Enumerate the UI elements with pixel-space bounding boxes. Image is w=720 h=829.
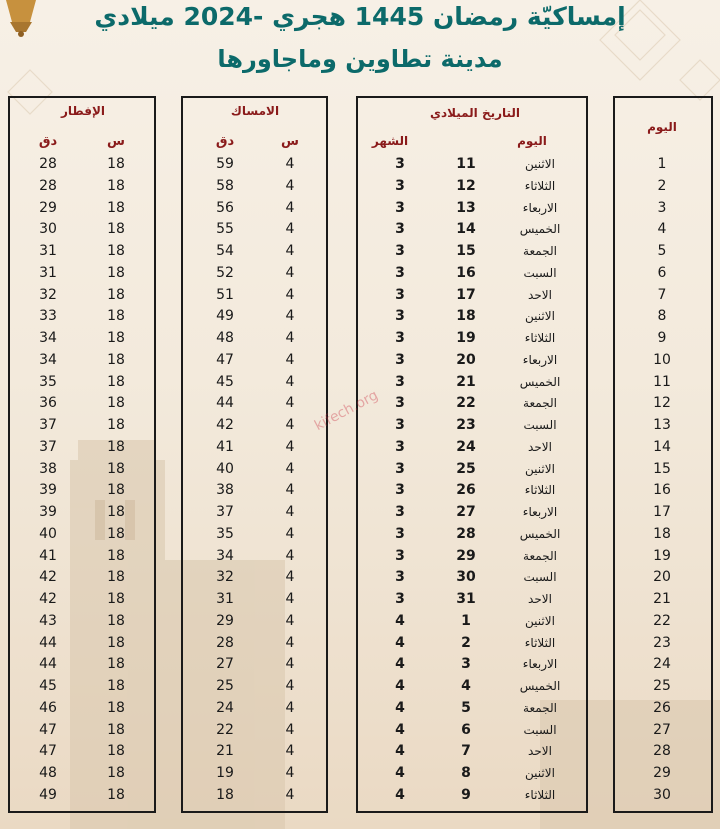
iftar-minute: 39 (39, 482, 57, 499)
imsak-hour: 4 (285, 699, 295, 716)
weekday: الاحد (528, 439, 552, 454)
iftar-hour: 18 (107, 460, 125, 477)
date-month: 4 (395, 678, 405, 694)
iftar-minute: 47 (39, 721, 57, 738)
ramadan-day: 26 (653, 699, 671, 716)
ramadan-day-header: اليوم (647, 120, 677, 134)
weekday: الثلاثاء (524, 331, 556, 345)
ramadan-day: 4 (657, 221, 667, 238)
date-month: 4 (395, 656, 405, 673)
date-month: 3 (395, 221, 405, 238)
date-day: 11 (456, 156, 476, 172)
iftar-hour: 18 (107, 786, 125, 803)
weekday: الجمعة (523, 396, 557, 411)
iftar-minute: 37 (39, 417, 57, 433)
date-day: 1 (461, 612, 471, 629)
imsak-hour: 4 (285, 656, 295, 673)
date-month: 3 (395, 591, 405, 607)
ramadan-day: 5 (657, 243, 667, 259)
iftar-minute: 31 (39, 264, 57, 281)
watermark: kifech.org (312, 387, 381, 435)
date-day: 5 (461, 699, 471, 716)
ramadan-day: 3 (657, 199, 667, 216)
date-month: 3 (395, 330, 405, 346)
iftar-hour: 18 (107, 699, 125, 716)
imsak-minute: 47 (216, 351, 234, 368)
weekday: الاربعاء (522, 200, 558, 215)
imsak-hour: 4 (285, 547, 295, 564)
imsak-minute: 21 (216, 743, 234, 760)
date-month: 3 (395, 547, 405, 564)
date-month: 3 (395, 308, 405, 325)
ramadan-day: 7 (657, 286, 667, 303)
imsak-minute: 45 (216, 373, 234, 390)
imsak-minute: 29 (216, 612, 234, 629)
imsak-minute: 32 (216, 569, 234, 586)
ramadan-day: 17 (653, 504, 671, 520)
iftar-minute: 31 (39, 243, 57, 259)
ramadan-day: 29 (653, 765, 671, 781)
ramadan-day: 24 (653, 656, 671, 673)
imsak-hour: 4 (285, 373, 295, 390)
imsak-hour: 4 (285, 264, 295, 281)
imsak-minute: 52 (216, 264, 234, 281)
iftar-hour: 18 (107, 330, 125, 346)
date-month: 3 (395, 482, 405, 499)
imsak-hour: 4 (285, 678, 295, 694)
date-day: 26 (456, 482, 476, 499)
imsak-hour: 4 (285, 721, 295, 738)
iftar-hour: 18 (107, 286, 125, 303)
weekday: الاربعاء (522, 657, 558, 672)
iftar-hour: 18 (107, 199, 125, 216)
date-day: 20 (456, 351, 476, 368)
imsak-hour: 4 (285, 482, 295, 499)
weekday: الاثنين (525, 309, 555, 324)
imsak-minute: 18 (216, 786, 234, 803)
imsak-hour: 4 (285, 525, 295, 542)
iftar-hour: 18 (107, 743, 125, 760)
date-month: 4 (395, 612, 405, 629)
date-day: 9 (461, 786, 471, 803)
iftar-minute: 49 (39, 786, 57, 803)
iftar-hour: 18 (107, 177, 125, 194)
iftar-hour: 18 (107, 417, 125, 433)
weekday: الخميس (519, 679, 561, 693)
date-day: 2 (461, 634, 471, 651)
imsak-hour: 4 (285, 351, 295, 368)
iftar-hour: 18 (107, 438, 125, 455)
weekday: الجمعة (523, 548, 557, 563)
imsak-minute: 42 (216, 417, 234, 433)
ramadan-day: 1 (657, 156, 667, 172)
ramadan-day: 15 (653, 460, 671, 477)
imsak-hour: 4 (285, 308, 295, 325)
imsak-hour: 4 (285, 330, 295, 346)
date-month: 3 (395, 395, 405, 412)
weekday: السبت (523, 722, 557, 737)
date-month: 3 (395, 569, 405, 586)
date-day: 17 (456, 286, 476, 303)
date-month: 3 (395, 417, 405, 433)
weekday: الخميس (519, 526, 561, 541)
ramadan-day: 16 (653, 482, 671, 499)
weekday: الجمعة (523, 244, 557, 258)
date-day: 30 (456, 569, 476, 586)
date-day: 12 (456, 177, 476, 194)
iftar-minute: 47 (39, 743, 57, 760)
iftar-hour: 18 (107, 504, 125, 520)
imsak-minute: 38 (216, 482, 234, 499)
date-month: 4 (395, 765, 405, 781)
ramadan-day: 6 (657, 264, 667, 281)
iftar-hour: 18 (107, 721, 125, 738)
ramadan-day: 2 (657, 177, 667, 194)
imsak-hour: 4 (285, 460, 295, 477)
imsak-hour: 4 (285, 591, 295, 607)
weekday: الجمعة (523, 700, 557, 715)
ramadan-day: 20 (653, 569, 671, 586)
iftar-minute: 37 (39, 438, 57, 455)
iftar-minute-header: دق (38, 134, 58, 149)
imsak-column-box (181, 96, 328, 813)
imsak-minute: 51 (216, 286, 234, 303)
date-month: 3 (395, 177, 405, 194)
iftar-minute: 45 (39, 678, 57, 694)
page-title: إمساكيّة رمضان 1445 هجري -2024 ميلادي (94, 2, 626, 31)
weekday: الاثنين (525, 613, 555, 628)
ramadan-day: 11 (653, 373, 671, 390)
date-day: 29 (456, 547, 476, 564)
date-month: 4 (395, 786, 405, 803)
iftar-minute: 44 (39, 634, 57, 651)
weekday: السبت (523, 570, 557, 585)
date-month: 4 (395, 634, 405, 651)
date-month: 4 (395, 721, 405, 738)
weekday: الاربعاء (522, 352, 558, 367)
date-month: 3 (395, 525, 405, 542)
date-month: 3 (395, 504, 405, 520)
date-day: 31 (456, 591, 476, 607)
ramadan-day: 30 (653, 786, 671, 803)
weekday: الاثنين (525, 766, 555, 780)
weekday: الاحد (528, 744, 552, 759)
iftar-hour: 18 (107, 482, 125, 499)
weekday: السبت (523, 265, 557, 280)
date-day: 28 (456, 525, 476, 542)
ramadan-day: 27 (653, 721, 671, 738)
iftar-hour: 18 (107, 308, 125, 325)
iftar-minute: 42 (39, 569, 57, 586)
iftar-minute: 34 (39, 330, 57, 346)
iftar-column-box (8, 96, 156, 813)
date-month: 3 (395, 156, 405, 172)
date-day: 7 (461, 743, 471, 760)
iftar-hour: 18 (107, 656, 125, 673)
imsak-minute: 19 (216, 765, 234, 781)
imsak-hour: 4 (285, 286, 295, 303)
imsak-minute: 55 (216, 221, 234, 238)
date-day: 3 (461, 656, 471, 673)
iftar-hour: 18 (107, 395, 125, 412)
iftar-minute: 29 (39, 199, 57, 216)
iftar-minute: 41 (39, 547, 57, 564)
imsak-minute: 37 (216, 504, 234, 520)
ramadan-day: 10 (653, 351, 671, 368)
imsak-minute: 44 (216, 395, 234, 412)
imsak-minute: 35 (216, 525, 234, 542)
date-day: 24 (456, 438, 476, 455)
imsak-minute: 24 (216, 699, 234, 716)
imsak-minute: 31 (216, 591, 234, 607)
imsak-hour: 4 (285, 417, 295, 433)
iftar-minute: 38 (39, 460, 57, 477)
imsak-minute: 34 (216, 547, 234, 564)
imsak-minute: 22 (216, 721, 234, 738)
date-day: 14 (456, 221, 476, 238)
iftar-minute: 46 (39, 699, 57, 716)
iftar-header: الإفطار (60, 104, 106, 118)
iftar-minute: 35 (39, 373, 57, 390)
page-subtitle: مدينة تطاوين وماجاورها (217, 45, 503, 73)
iftar-hour: 18 (107, 525, 125, 542)
date-day: 4 (461, 678, 471, 694)
weekday: الثلاثاء (524, 178, 556, 193)
ramadan-day: 23 (653, 634, 671, 651)
ramadan-day: 14 (653, 438, 671, 455)
imsak-hour: 4 (285, 634, 295, 651)
iftar-minute: 32 (39, 286, 57, 303)
ramadan-day: 18 (653, 525, 671, 542)
date-day: 15 (456, 243, 476, 259)
date-month: 3 (395, 460, 405, 477)
date-month: 3 (395, 243, 405, 259)
date-month: 3 (395, 286, 405, 303)
iftar-hour: 18 (107, 351, 125, 368)
iftar-minute: 48 (39, 765, 57, 781)
imsak-hour: 4 (285, 199, 295, 216)
iftar-hour: 18 (107, 678, 125, 694)
ramadan-day: 13 (653, 417, 671, 433)
weekday: الاربعاء (522, 505, 558, 519)
iftar-hour: 18 (107, 634, 125, 651)
imsak-minute: 41 (216, 438, 234, 455)
date-day: 21 (456, 373, 476, 390)
imsak-minute: 56 (216, 199, 234, 216)
date-month: 3 (395, 438, 405, 455)
iftar-hour-header: س (107, 134, 125, 149)
imsak-hour: 4 (285, 221, 295, 238)
iftar-hour: 18 (107, 264, 125, 281)
imsak-hour: 4 (285, 156, 295, 172)
imsak-minute: 54 (216, 243, 234, 259)
date-month: 3 (395, 199, 405, 216)
imsak-hour: 4 (285, 438, 295, 455)
imsak-hour: 4 (285, 243, 295, 259)
ramadan-day: 21 (653, 591, 671, 607)
imsak-minute: 58 (216, 177, 234, 194)
iftar-minute: 34 (39, 351, 57, 368)
ramadan-day: 25 (653, 678, 671, 694)
imsak-hour: 4 (285, 395, 295, 412)
imsak-hour: 4 (285, 569, 295, 586)
weekday: الخميس (519, 222, 561, 237)
weekday: الثلاثاء (524, 787, 556, 802)
date-day: 6 (461, 721, 471, 738)
iftar-minute: 36 (39, 395, 57, 412)
imsak-hour-header: س (281, 134, 299, 149)
date-day-header: اليوم (517, 134, 547, 148)
ramadan-day: 28 (653, 743, 671, 760)
ramadan-day: 19 (653, 547, 671, 564)
iftar-hour: 18 (107, 373, 125, 390)
date-day: 23 (456, 417, 476, 433)
imsak-minute: 27 (216, 656, 234, 673)
imsak-hour: 4 (285, 612, 295, 629)
date-day: 16 (456, 264, 476, 281)
iftar-hour: 18 (107, 612, 125, 629)
iftar-minute: 40 (39, 525, 57, 542)
iftar-hour: 18 (107, 221, 125, 238)
date-day: 18 (456, 308, 476, 325)
iftar-minute: 39 (39, 504, 57, 520)
imsak-hour: 4 (285, 743, 295, 760)
date-day: 27 (456, 504, 476, 520)
weekday: الاحد (528, 287, 552, 302)
date-header: التاريخ الميلادي (429, 106, 521, 120)
iftar-hour: 18 (107, 569, 125, 586)
imsak-hour: 4 (285, 504, 295, 520)
iftar-minute: 28 (39, 156, 57, 172)
date-month: 3 (395, 351, 405, 368)
date-month-header: الشهر (371, 134, 409, 148)
iftar-minute: 42 (39, 591, 57, 607)
iftar-hour: 18 (107, 156, 125, 172)
iftar-hour: 18 (107, 765, 125, 781)
weekday: الثلاثاء (524, 483, 556, 498)
weekday: الاثنين (525, 157, 555, 171)
date-day: 13 (456, 199, 476, 216)
iftar-minute: 43 (39, 612, 57, 629)
iftar-minute: 44 (39, 656, 57, 673)
date-day: 19 (456, 330, 476, 346)
imsak-minute: 48 (216, 330, 234, 346)
weekday: الثلاثاء (524, 635, 556, 650)
date-day: 25 (456, 460, 476, 477)
imsak-hour: 4 (285, 765, 295, 781)
imsak-minute: 28 (216, 634, 234, 651)
iftar-minute: 33 (39, 308, 57, 325)
ramadan-day: 8 (657, 308, 667, 325)
imsak-hour: 4 (285, 177, 295, 194)
iftar-hour: 18 (107, 547, 125, 564)
iftar-minute: 28 (39, 177, 57, 194)
imsak-minute-header: دق (215, 134, 235, 149)
weekday: الاثنين (525, 461, 555, 476)
weekday: الخميس (519, 374, 561, 389)
date-day: 8 (461, 765, 471, 781)
date-month: 4 (395, 743, 405, 760)
imsak-header: الامساك (230, 104, 280, 118)
date-month: 3 (395, 373, 405, 390)
imsak-minute: 49 (216, 308, 234, 325)
weekday: الاحد (528, 592, 552, 606)
imsak-hour: 4 (285, 786, 295, 803)
ramadan-day: 12 (653, 395, 671, 412)
weekday: السبت (523, 418, 557, 432)
date-month: 3 (395, 264, 405, 281)
iftar-hour: 18 (107, 591, 125, 607)
imsak-minute: 40 (216, 460, 234, 477)
ramadan-day: 22 (653, 612, 671, 629)
iftar-minute: 30 (39, 221, 57, 238)
ramadan-day: 9 (657, 330, 667, 346)
iftar-hour: 18 (107, 243, 125, 259)
date-day: 22 (456, 395, 476, 412)
date-month: 4 (395, 699, 405, 716)
imsak-minute: 59 (216, 156, 234, 172)
imsak-minute: 25 (216, 678, 234, 694)
